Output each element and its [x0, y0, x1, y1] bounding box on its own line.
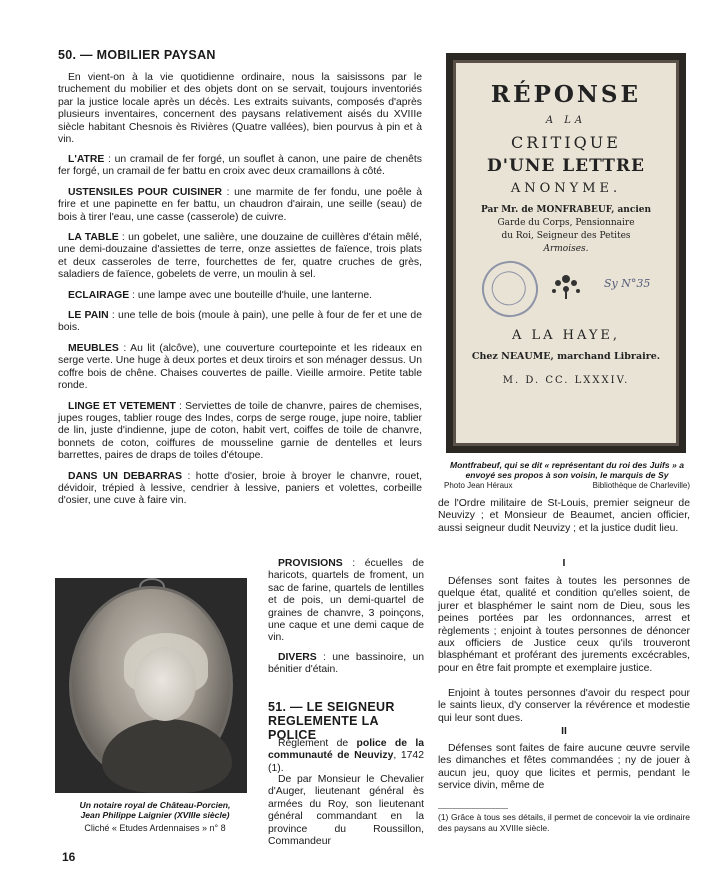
inventory-label: LINGE ET VETEMENT: [68, 400, 176, 412]
inventory-item-provisions: [268, 558, 424, 645]
portrait-caption-line-2: Jean Philippe Laignier (XVIIIe siècle): [80, 810, 230, 821]
inventory-text: : hotte d'osier, broie à broyer le chanvre, rouet, dévidoir, trépied à lessive, cendrier à lessive, paniers et volettes, corbeille d'osier, une cuve à faire vin.: [58, 470, 423, 507]
inventory-item-divers: [268, 652, 424, 677]
doc-line-roi: du Roi, Seigneur des Petites: [501, 231, 631, 241]
portrait-caption-line-1: Un notaire royal de Château-Porcien,: [79, 800, 231, 810]
article-heading-1: I: [562, 558, 566, 569]
notary-portrait-image: [55, 578, 247, 793]
inventory-label: MEUBLES: [68, 342, 119, 354]
inventory-item-linge: [58, 401, 422, 463]
right-column-continuation: de l'Ordre militaire de St-Louis, premier seigneur de Neuvizy ; et Monsieur de Beaumet, ancien officier, aussi seigneur dudit Neuvizy ; et la justice dudit lieu.: [438, 498, 690, 534]
inventory-text: : un gobelet, une salière, une douzaine de cuillères d'étain mêlé, une demi-douzaine d'assiettes de terre, onze assiettes de faïence, trois plats et deux casseroles de terre, fourchettes de fer, quatre cruches de grès, saladiers de faïence, gobelets de verre, un moulin à sel.: [58, 232, 422, 281]
portrait-coat: [102, 719, 232, 793]
inventory-text: : une telle de bois (moule à pain), une pelle à four de fer et une de bois.: [58, 310, 422, 334]
doc-line-critique: CRITIQUE: [511, 133, 621, 152]
section-51-title: [268, 700, 428, 742]
inventory-list: [58, 154, 422, 508]
inventory-label: DIVERS: [278, 652, 317, 663]
footnote-divider: [438, 808, 508, 809]
credit-library: Bibliothèque de Charleville): [592, 481, 690, 490]
inventory-item-table: [58, 232, 422, 282]
inventory-label: ECLAIRAGE: [68, 289, 130, 301]
inventory-label: USTENSILES POUR CUISINER: [68, 186, 223, 198]
inventory-item-ustensiles: [58, 187, 422, 224]
inventory-label: PROVISIONS: [278, 558, 343, 569]
inventory-item-meubles: [58, 343, 422, 393]
section-51-title-line-1: 51. — LE SEIGNEUR: [268, 700, 395, 714]
article-heading-2: II: [561, 726, 567, 737]
section-51-title-line-2: REGLEMENTE LA POLICE: [268, 714, 379, 742]
library-stamp-icon: [475, 254, 546, 325]
article-1-text: Défenses sont faites à toutes les personnes de quelque état, qualité et condition qu'elles soient, de jurer et blasphémer le saint nom de Dieu, sous les peines portées par les ordonnances, arrest et règlements ; enjoint à toutes personnes de dénoncer aux officiers de Justice ceux qu'ils trouveront blasphémant et proférant des jurements excécrables, pour en être fait prompte et exemplaire justice.: [438, 576, 690, 674]
portrait-credit: Cliché « Etudes Ardennaises » n° 8: [84, 823, 226, 833]
section-50-title: 50. — MOBILIER PAYSAN: [58, 48, 216, 62]
title-page-credit: [444, 481, 690, 491]
doc-line-date: M. D. CC. LXXXIV.: [502, 375, 630, 386]
section-50-intro: En vient-on à la vie quotidienne ordinaire, nous la saisissons par le truchement du mobilier et des objets dont on se servait, toujours inventoriés par la justice locale après un décès. Les extraits suivants, composés d'après plusieurs inventaires, concernent des paysans relativement aisés du XVIIIe siècle habitant Chesnois ès Rivières (Quatre vallées), bien pourvus à pin et à vin.: [58, 72, 422, 146]
article-1-text-2: Enjoint à toutes personnes d'avoir du respect pour le saints lieux, d'y conserver la révérence et modestie qui leur sont dues.: [438, 688, 690, 724]
inventory-item-debarras: [58, 471, 422, 508]
title-page-caption: [442, 460, 692, 481]
caption-text: Montfrabeuf, qui se dit « représentant du roi des Juifs » a envoyé ses propos à son voisin, le marquis de Sy: [450, 460, 684, 481]
portrait-face: [134, 647, 196, 721]
inventory-label: DANS UN DEBARRAS: [68, 470, 183, 482]
article-2-text: Défenses sont faites de faire aucune œuvre servile les dimanches et fêtes commandées ; ny de jouer à aucun jeu, quoy que licites et permis, pendant le service divin, même de: [438, 743, 690, 792]
inventory-text: : une lampe avec une bouteille d'huile, une lanterne.: [129, 289, 373, 301]
book-title-page-image: [446, 53, 686, 453]
doc-line-anonyme: ANONYME.: [510, 181, 622, 196]
section-51-rule: [268, 738, 424, 775]
handwritten-signature: Sy N°35: [604, 277, 651, 290]
doc-line-libraire: Chez NEAUME, marchand Libraire.: [471, 351, 661, 362]
inventory-text: : une bassinoire, un bénitier d'étain.: [268, 652, 424, 676]
portrait-oval-frame: [69, 586, 233, 784]
inventory-label: L'ATRE: [68, 154, 105, 165]
rule-suffix: , 1742 (1).: [268, 750, 424, 774]
doc-line-a-la: A LA: [545, 115, 587, 126]
credit-photo: Photo Jean Héraux: [444, 481, 513, 490]
inventory-text: : une marmite de fer fondu, une poêle à frire et une papinette en fer battu, un chaudron d'airain, une seille (seau) de bois à tirer l'eau, une casse (casserole) de cuivre.: [58, 186, 422, 223]
section-51-text: De par Monsieur le Chevalier d'Auger, lieutenant général ès armées du Roy, son lieutenant général commandant en la province du Roussillon, Commandeur: [268, 774, 424, 848]
doc-line-author: Par Mr. de MONFRABEUF, ancien: [480, 205, 652, 215]
rule-prefix: Règlement de: [278, 738, 357, 749]
inventory-item-pain: [58, 310, 422, 335]
portrait-caption: [55, 800, 255, 821]
inventory-item-eclairage: [58, 290, 422, 302]
inventory-text: : écuelles de haricots, quartels de froment, un sac de farine, quartels de lentilles et de pois, un demi-quartel de graines de chanvre, 3 poinçons, une caque et une demi caque de vin.: [268, 558, 424, 644]
inventory-text: : un cramail de fer forgé, un souflet à canon, une paire de chenêts fer forgé, un cramail de fer battu en croix avec deux cramaillons à côté.: [58, 154, 422, 178]
doc-line-armoises: Armoises.: [543, 244, 589, 254]
inventory-text: : Au lit (alcôve), une couverture courtepointe et les rideaux en serge verte. Une huge à deux portes et deux tiroirs et son ménager dessus. Un coffre bois de chêne. Chaises couvertes de paille. Vieille armoire. Petite table ronde.: [58, 342, 422, 392]
doc-line-garde: Garde du Corps, Pensionnaire: [497, 218, 635, 228]
doc-line-la-haye: A LA HAYE,: [511, 328, 621, 343]
page-number: 16: [62, 850, 76, 864]
printer-ornament-icon: [546, 269, 586, 301]
doc-line-reponse: RÉPONSE: [490, 81, 642, 108]
inventory-item-atre: [58, 154, 422, 179]
rule-title: police de la communauté de Neuvizy: [268, 738, 424, 762]
footnote: (1) Grâce à tous ses détails, il permet de concevoir la vie ordinaire des paysans au XVIIIe siècle.: [438, 812, 690, 833]
doc-line-lettre: D'UNE LETTRE: [487, 156, 645, 176]
inventory-label: LA TABLE: [68, 232, 119, 244]
inventory-text: : Serviettes de toile de chanvre, paires de chemises, jupes rouges, tablier rouge des Indes, corps de serge rouge, jupe noire, tablier de lin, juste d'indienne, jupe de coton, habit vert, coiffes de toile de chanvre, bonnets de coton, coiffures de mousseline garnie de dentelles et leurs barrettes, paires de draps de toiles d'étoupe.: [58, 400, 422, 462]
inventory-label: LE PAIN: [68, 310, 109, 322]
